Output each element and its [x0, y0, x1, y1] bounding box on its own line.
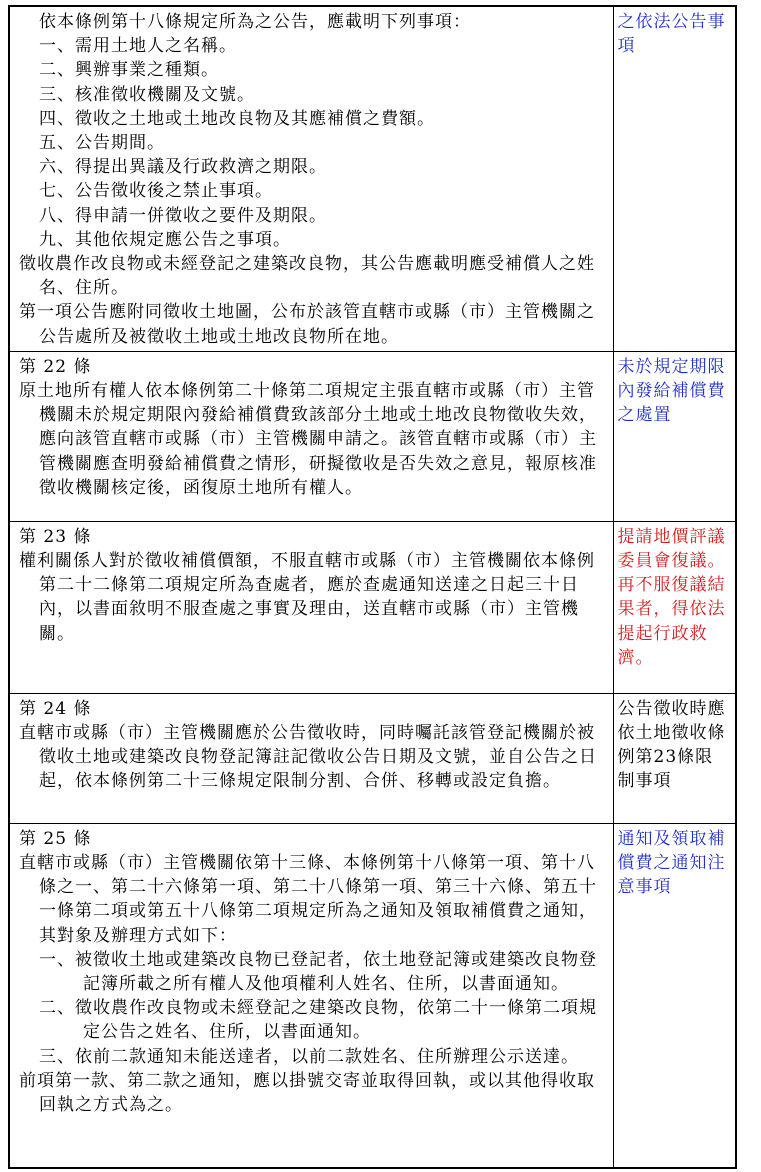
regulation-table: [8, 5, 737, 1169]
article-text-cell: [9, 6, 613, 351]
article-paragraph: 二、徵收農作改良物或未經登記之建築改良物，依第二十一條第二項規定公告之姓名、住所，以書面通知。: [39, 998, 597, 1043]
article-note: 之依法公告事項: [613, 6, 736, 351]
article-paragraph: 直轄市或縣（市）主管機關依第十三條、本條例第十八條第一項、第十八條之一、第二十六條第一項、第二十八條第一項、第三十六條、第五十一條第二項或第五十八條第二項規定所為之通知及領取補償費之通知，其對象及辦理方式如下：: [19, 853, 597, 946]
article-paragraph: 權利關係人對於徵收補償價額，不服直轄市或縣（市）主管機關依本條例第二十二條第二項規定所為查處者，應於查處通知送達之日起三十日內，以書面敘明不服查處之事實及理由，送直轄市或縣（市）主管機關。: [19, 551, 595, 644]
article-paragraph: 三、核准徵收機關及文號。: [39, 84, 255, 105]
article-note: 通知及領取補償費之通知注意事項: [613, 823, 736, 1168]
article-row: [9, 351, 736, 521]
article-row: [9, 823, 736, 1168]
article-number: 第 25 條: [19, 828, 92, 849]
article-paragraph: 前項第一款、第二款之通知，應以掛號交寄並取得回執，或以其他得收取回執之方式為之。: [19, 1070, 595, 1116]
article-paragraph: 六、得提出異議及行政救濟之期限。: [39, 157, 327, 178]
article-paragraph: 原土地所有權人依本條例第二十條第二項規定主張直轄市或縣（市）主管機關未於規定期限內發給補償費致該部分土地或土地改良物徵收失效，應向該管直轄市或縣（市）主管機關申請之。該管直轄市或縣（市）主管機關應查明發給補償費之情形，研擬徵收是否失效之意見，報原核准徵收機關核定後，函復原土地所有權人。: [19, 381, 597, 498]
article-row: [9, 6, 736, 351]
article-paragraph: 一、需用土地人之名稱。: [39, 36, 237, 57]
article-text-cell: [9, 693, 613, 823]
article-number: 第 24 條: [19, 698, 92, 719]
article-paragraph: 九、其他依規定應公告之事項。: [39, 229, 291, 250]
article-paragraph: 一、被徵收土地或建築改良物已登記者，依土地登記簿或建築改良物登記簿所載之所有權人及他項權利人姓名、住所，以書面通知。: [39, 949, 597, 995]
article-paragraph: 五、公告期間。: [39, 133, 165, 154]
article-text-cell: [9, 351, 613, 521]
article-paragraph: 三、依前二款通知未能送達者，以前二款姓名、住所辦理公示送達。: [39, 1046, 579, 1067]
article-paragraph: 八、得申請一併徵收之要件及期限。: [39, 205, 327, 226]
article-number: 第 22 條: [19, 356, 92, 377]
article-text-cell: [9, 521, 613, 693]
article-paragraph: 二、興辦事業之種類。: [39, 60, 219, 81]
article-paragraph: 依本條例第十八條規定所為之公告，應載明下列事項：: [39, 12, 471, 32]
article-note: 提請地價評議委員會復議。再不服復議結果者，得依法提起行政救濟。: [613, 521, 736, 693]
article-number: 第 23 條: [19, 526, 92, 547]
article-text-cell: [9, 823, 613, 1168]
article-row: [9, 693, 736, 823]
regulation-table-body: [9, 6, 736, 1168]
article-paragraph: 七、公告徵收後之禁止事項。: [39, 181, 273, 202]
article-note: 公告徵收時應依土地徵收條例第23條限制事項: [613, 693, 736, 823]
article-paragraph: 徵收農作改良物或未經登記之建築改良物，其公告應載明應受補償人之姓名、住所。: [19, 254, 595, 299]
article-paragraph: 第一項公告應附同徵收土地圖，公布於該管直轄市或縣（市）主管機關之公告處所及被徵收土地或土地改良物所在地。: [19, 302, 595, 347]
article-paragraph: 四、徵收之土地或土地改良物及其應補償之費額。: [39, 108, 435, 129]
article-paragraph: 直轄市或縣（市）主管機關應於公告徵收時，同時囑託該管登記機關於被徵收土地或建築改良物登記簿註記徵收公告日期及文號，並自公告之日起，依本條例第二十三條規定限制分割、合併、移轉或設定負擔。: [19, 723, 597, 792]
article-note: 未於規定期限內發給補償費之處置: [613, 351, 736, 521]
article-row: [9, 521, 736, 693]
